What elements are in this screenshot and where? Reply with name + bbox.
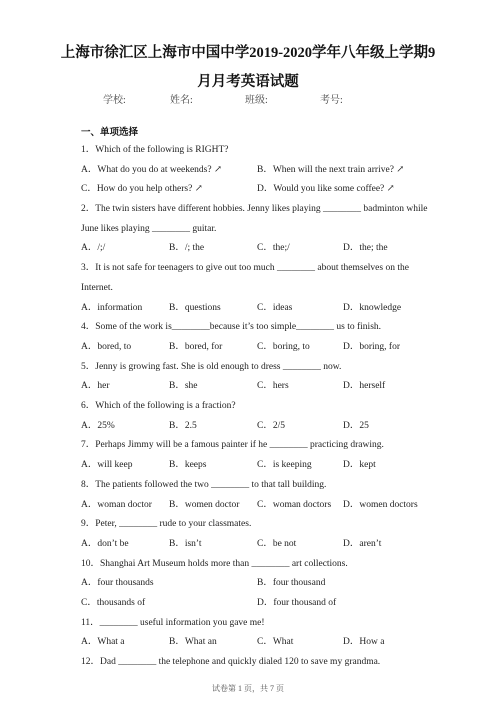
option-c: C．How do you help others? ↗ <box>81 184 203 194</box>
page-title-line2: 月月考英语试题 <box>197 74 299 90</box>
option-d: D．herself <box>343 381 386 391</box>
option-d: D．knowledge <box>343 303 402 313</box>
option-b: B．/; the <box>169 243 205 253</box>
option-b: B．four thousand <box>257 578 326 588</box>
question-stem: 2．The twin sisters have different hobbies. Jenny likes playing ________ badminton while <box>81 204 428 214</box>
option-b: B．questions <box>169 303 221 313</box>
option-d: D．Would you like some coffee? ↗ <box>257 184 395 194</box>
option-b: B．isn’t <box>169 539 202 549</box>
page-title-line1: 上海市徐汇区上海市中国中学2019-2020学年八年级上学期9 <box>60 45 436 61</box>
option-d: D．How a <box>343 637 385 647</box>
option-a: A．will keep <box>81 460 133 470</box>
option-c: C．hers <box>257 381 289 391</box>
question-stem: 8．The patients followed the two ________ to that tall building. <box>81 480 327 490</box>
option-a: A．25% <box>81 421 115 431</box>
option-c: C．What <box>257 637 294 647</box>
option-b: B．What an <box>169 637 217 647</box>
option-c: C．thousands of <box>81 598 146 608</box>
question-stem-cont: June likes playing ________ guitar. <box>81 224 217 234</box>
option-a: A．bored, to <box>81 342 132 352</box>
option-a: A．What do you do at weekends? ↗ <box>81 165 222 175</box>
option-a: A．woman doctor <box>81 500 152 510</box>
option-d: D．women doctors <box>343 500 418 510</box>
option-d: D．the; the <box>343 243 388 253</box>
option-c: C．boring, to <box>257 342 310 352</box>
option-b: B．keeps <box>169 460 207 470</box>
question-stem: 1．Which of the following is RIGHT? <box>81 145 229 155</box>
page-footer: 试卷第 1 页，共 7 页 <box>212 684 284 693</box>
option-c: C．2/5 <box>257 421 285 431</box>
option-c: C．is keeping <box>257 460 312 470</box>
option-d: D．kept <box>343 460 376 470</box>
section-heading: 一、单项选择 <box>81 128 139 138</box>
option-a: A．four thousands <box>81 578 154 588</box>
question-stem: 7．Perhaps Jimmy will be a famous painter if he ________ practicing drawing. <box>81 440 384 450</box>
question-stem-cont: Internet. <box>81 283 113 293</box>
option-c: C．woman doctors <box>257 500 332 510</box>
option-b: B．she <box>169 381 198 391</box>
question-stem: 11．________ useful information you gave me! <box>81 618 265 628</box>
option-b: B．When will the next train arrive? ↗ <box>257 165 405 175</box>
option-d: D．25 <box>343 421 369 431</box>
option-a: A．information <box>81 303 143 313</box>
option-d: D．boring, for <box>343 342 400 352</box>
question-stem: 3．It is not safe for teenagers to give out too much ________ about themselves on the <box>81 263 409 273</box>
option-b: B．bored, for <box>169 342 223 352</box>
option-b: B．2.5 <box>169 421 197 431</box>
school-label: 学校: <box>103 95 126 106</box>
option-a: A．don’t be <box>81 539 129 549</box>
question-stem: 10．Shanghai Art Museum holds more than ________ art collections. <box>81 559 348 569</box>
question-stem: 6．Which of the following is a fraction? <box>81 401 236 411</box>
option-a: A．/;/ <box>81 243 106 253</box>
class-label: 班级: <box>245 95 268 106</box>
option-c: C．the;/ <box>257 243 290 253</box>
option-d: D．four thousand of <box>257 598 337 608</box>
option-d: D．aren’t <box>343 539 382 549</box>
option-b: B．women doctor <box>169 500 240 510</box>
question-stem: 5．Jenny is growing fast. She is old enough to dress ________ now. <box>81 362 342 372</box>
question-stem: 4．Some of the work is________because it’s too simple________ us to finish. <box>81 322 382 332</box>
option-c: C．be not <box>257 539 297 549</box>
option-a: A．her <box>81 381 110 391</box>
number-label: 考号: <box>320 95 343 106</box>
student-info-row <box>0 91 496 105</box>
question-stem: 9．Peter, ________ rude to your classmates. <box>81 519 252 529</box>
question-stem: 12．Dad ________ the telephone and quickly dialed 120 to save my grandma. <box>81 657 381 667</box>
name-label: 姓名: <box>170 95 193 106</box>
option-a: A．What a <box>81 637 125 647</box>
option-c: C．ideas <box>257 303 293 313</box>
